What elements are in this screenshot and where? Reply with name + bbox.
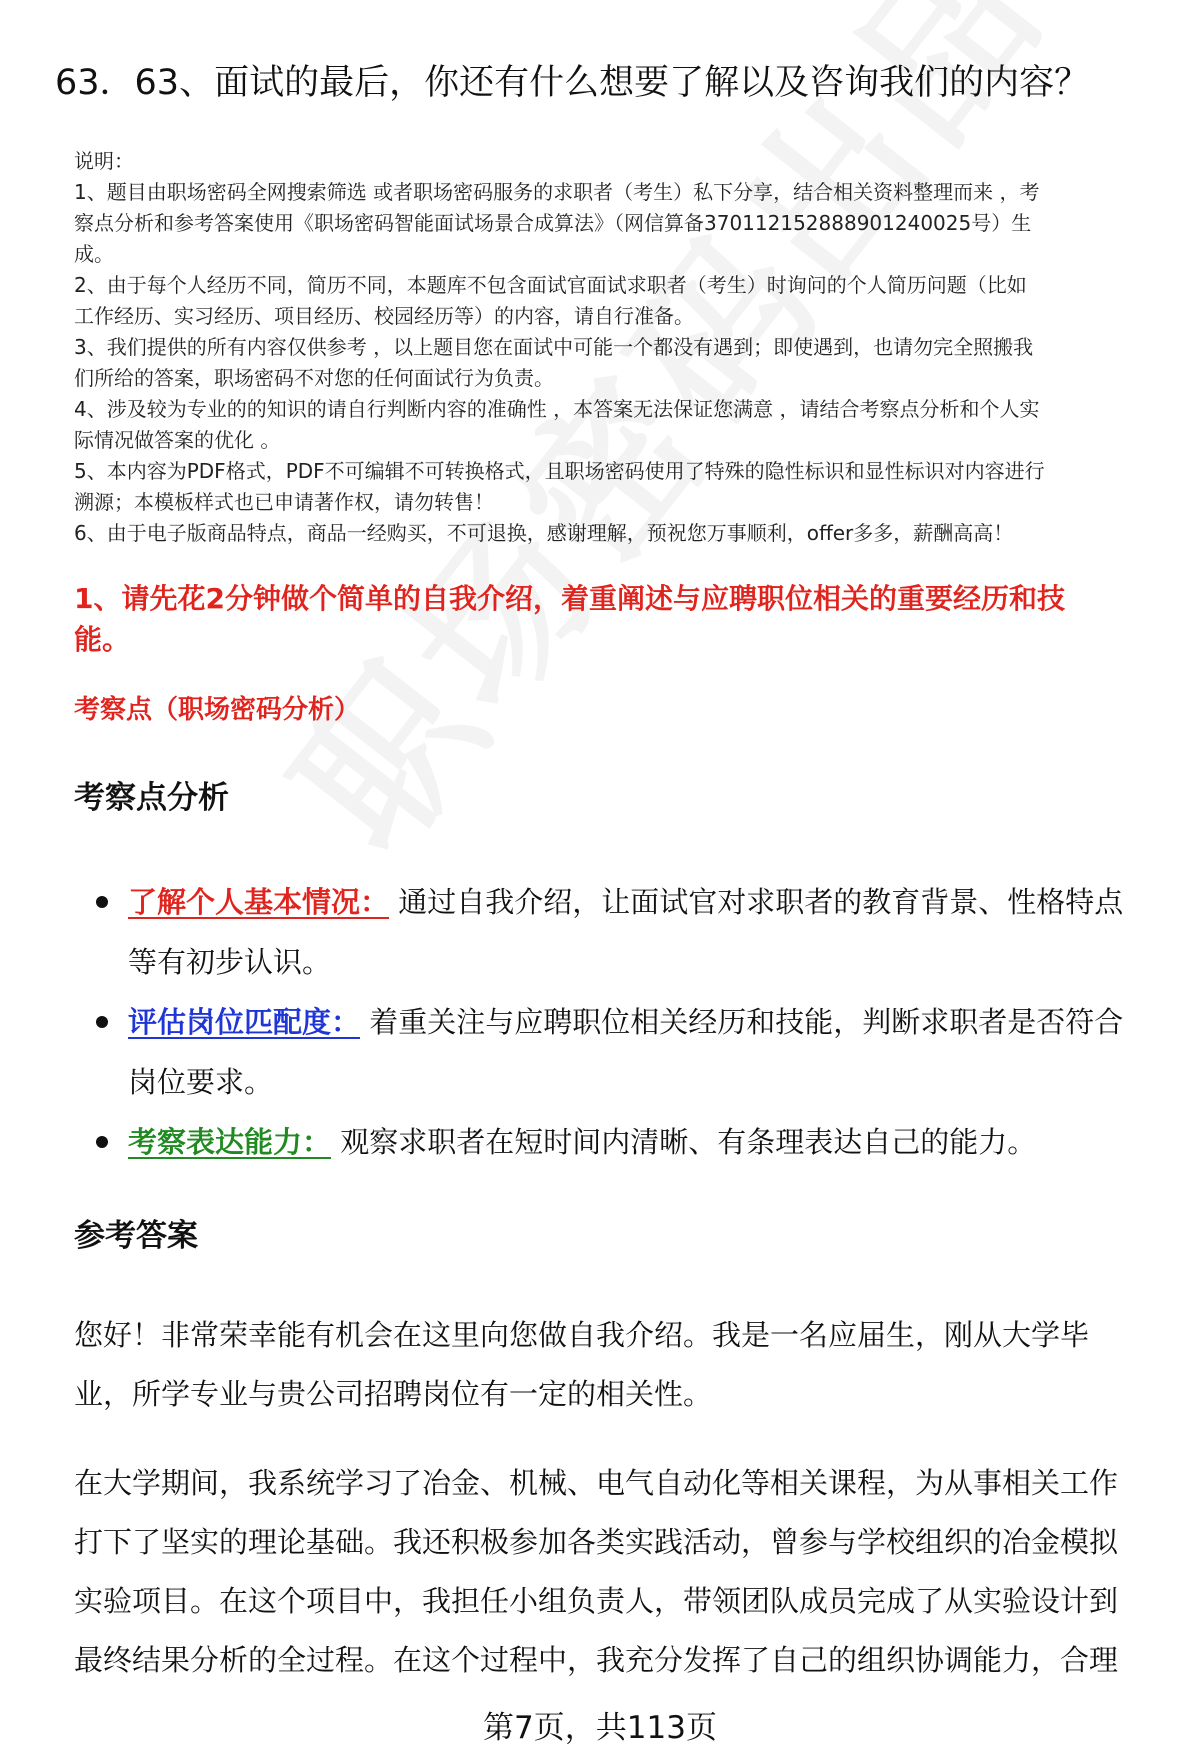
analysis-heading: 考察点分析 xyxy=(74,780,229,816)
list-item-label: 评估岗位匹配度： xyxy=(128,1005,361,1039)
analysis-list xyxy=(96,872,1156,1172)
notes-line: 3、我们提供的所有内容仅供参考 ，以上题目您在面试中可能一个都没有遇到；即使遇到，也请勿完全照搬我 xyxy=(74,335,1034,359)
answer-paragraph xyxy=(74,1454,1154,1690)
list-item xyxy=(96,872,1156,992)
notes-line: 工作经历、实习经历、项目经历、校园经历等）的内容，请自行准备。 xyxy=(74,304,694,328)
answer-line: 业，所学专业与贵公司招聘岗位有一定的相关性。 xyxy=(74,1377,713,1411)
list-item-label: 考察表达能力： xyxy=(128,1125,332,1159)
notes-line: 际情况做答案的优化 。 xyxy=(74,428,281,452)
list-item-text: 观察求职者在短时间内清晰、有条理表达自己的能力。 xyxy=(340,1125,1037,1159)
disclaimer-notes xyxy=(74,146,1154,549)
answer-line: 在大学期间，我系统学习了冶金、机械、电气自动化等相关课程，为从事相关工作 xyxy=(74,1466,1119,1500)
answer-line: 最终结果分析的全过程。在这个过程中，我充分发挥了自己的组织协调能力，合理 xyxy=(74,1643,1119,1677)
bullet-icon xyxy=(96,1136,108,1148)
notes-line: 6、由于电子版商品特点，商品一经购买，不可退换，感谢理解，预祝您万事顺利，offer多多，薪酬高高！ xyxy=(74,521,1014,545)
notes-line: 们所给的答案，职场密码不对您的任何面试行为负责。 xyxy=(74,366,554,390)
list-item-line: 等有初步认识。 xyxy=(128,945,332,979)
list-item-text: 通过自我介绍，让面试官对求职者的教育背景、性格特点 xyxy=(398,885,1124,919)
answer-line: 您好！非常荣幸能有机会在这里向您做自我介绍。我是一名应届生，刚从大学毕 xyxy=(74,1318,1090,1352)
notes-line: 成。 xyxy=(74,242,114,266)
notes-line: 察点分析和参考答案使用《职场密码智能面试场景合成算法》（网信算备370112152888901240025号）生 xyxy=(74,211,1032,235)
question-heading xyxy=(74,578,1134,660)
list-item-text: 着重关注与应聘职位相关经历和技能，判断求职者是否符合 xyxy=(369,1005,1124,1039)
notes-line: 2、由于每个人经历不同，简历不同，本题库不包含面试官面试求职者（考生）时询问的个人简历问题（比如 xyxy=(74,273,1027,297)
bullet-icon xyxy=(96,1016,108,1028)
notes-line: 1、题目由职场密码全网搜索筛选 或者职场密码服务的求职者（考生）私下分享，结合相关资料整理而来 ，考 xyxy=(74,180,1040,204)
notes-line: 溯源；本模板样式也已申请著作权，请勿转售！ xyxy=(74,490,494,514)
question-line: 1、请先花2分钟做个简单的自我介绍，着重阐述与应聘职位相关的重要经历和技 xyxy=(74,582,1065,615)
list-item-line xyxy=(128,1112,1156,1172)
page-number: 第7页，共113页 xyxy=(483,1710,717,1746)
notes-line: 5、本内容为PDF格式，PDF不可编辑不可转换格式，且职场密码使用了特殊的隐性标识和显性标识对内容进行 xyxy=(74,459,1045,483)
list-item-line: 岗位要求。 xyxy=(128,1065,274,1099)
list-item xyxy=(96,992,1156,1112)
notes-line: 说明： xyxy=(74,149,134,173)
list-item-line xyxy=(128,872,1156,932)
page-title: 63．63、面试的最后，你还有什么想要了解以及咨询我们的内容？ xyxy=(55,63,1090,103)
answer-heading: 参考答案 xyxy=(74,1218,198,1254)
answer-line: 打下了坚实的理论基础。我还积极参加各类实践活动，曾参与学校组织的冶金模拟 xyxy=(74,1525,1119,1559)
answer-line: 实验项目。在这个项目中，我担任小组负责人，带领团队成员完成了从实验设计到 xyxy=(74,1584,1119,1618)
list-item-line xyxy=(128,992,1156,1052)
question-line: 能。 xyxy=(74,623,131,656)
key-point-label: 考察点（职场密码分析） xyxy=(74,695,361,725)
notes-line: 4、涉及较为专业的的知识的请自行判断内容的准确性 ，本答案无法保证您满意 ，请结合考察点分析和个人实 xyxy=(74,397,1040,421)
bullet-icon xyxy=(96,896,108,908)
answer-paragraph xyxy=(74,1306,1154,1424)
list-item-label: 了解个人基本情况： xyxy=(128,885,390,919)
list-item xyxy=(96,1112,1156,1172)
